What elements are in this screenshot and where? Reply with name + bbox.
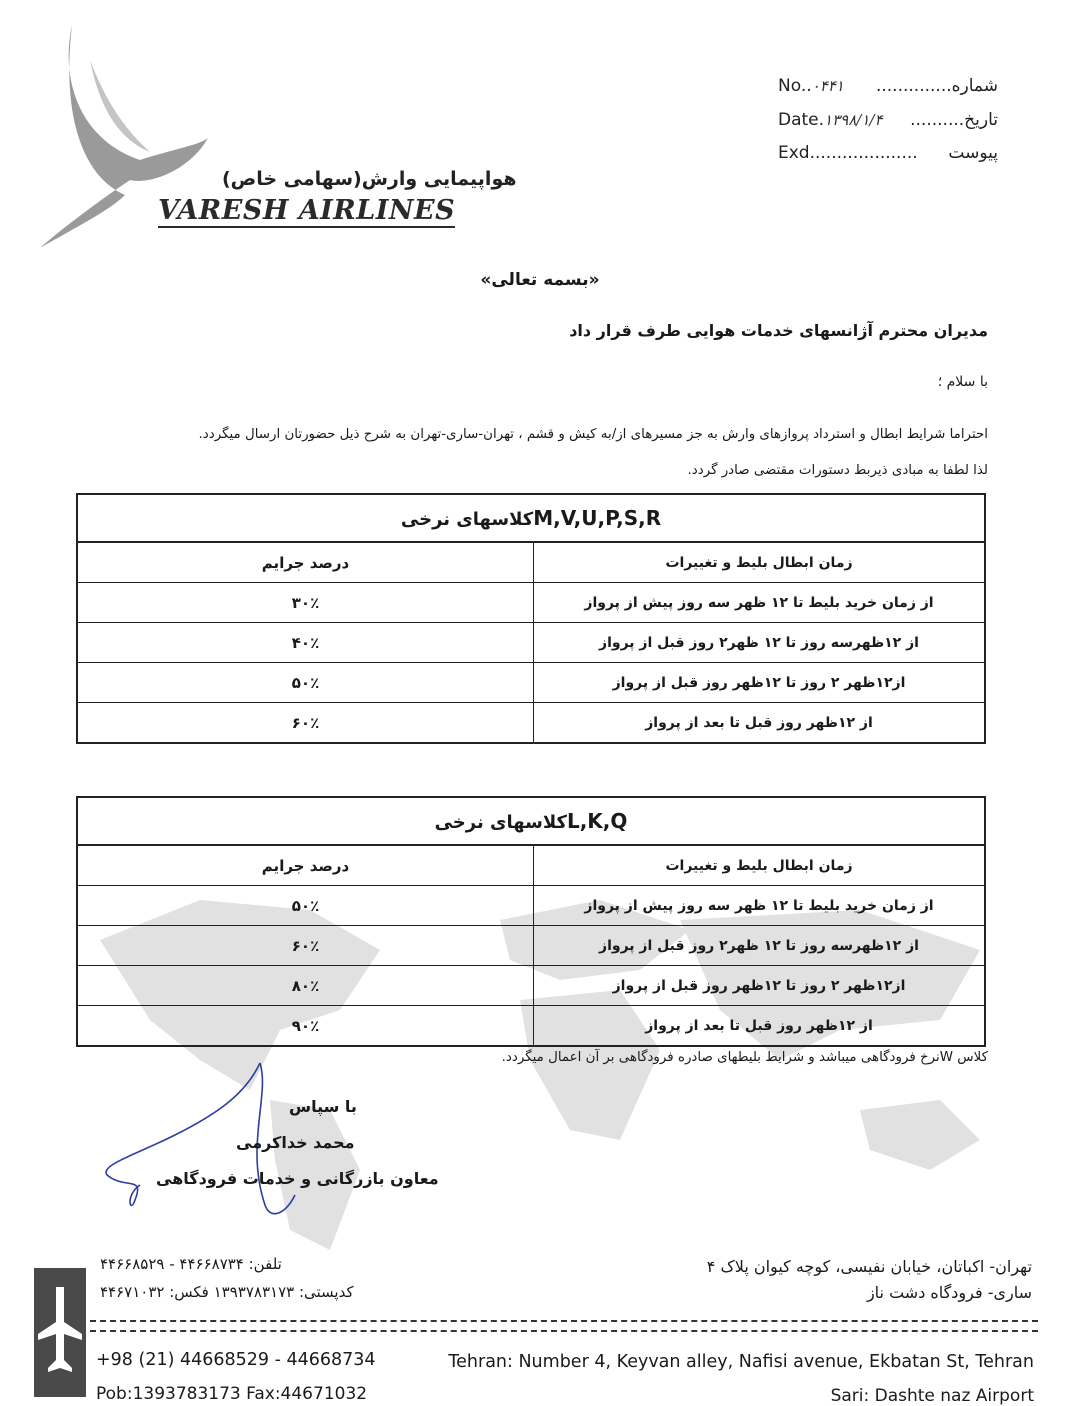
time-cell: از ۱۲ظهر روز قبل تا بعد از پرواز <box>645 714 873 731</box>
bismillah-heading: «بسمه تعالی» <box>480 270 600 290</box>
table-title: L,K,Qکلاسهای نرخی <box>78 798 984 846</box>
table-row <box>78 663 984 703</box>
footer-address-en: Tehran: Number 4, Keyvan alley, Nafisi avenue, Ekbatan St, Tehran <box>448 1352 1034 1372</box>
body-paragraph-1: احتراما شرایط ابطال و استرداد پروازهای وارش به جز مسیرهای از/به کیش و قشم ، تهران-ساری-تهران به شرح ذیل حضورتان ارسال میگردد. <box>198 427 988 442</box>
signatory-title: معاون بازرگانی و خدمات فرودگاهی <box>156 1169 439 1188</box>
penalty-cell: ۵۰٪ <box>78 663 534 702</box>
airplane-icon <box>36 1282 84 1382</box>
penalty-cell: ۸۰٪ <box>78 966 534 1005</box>
table-row <box>78 623 984 663</box>
header-penalty: درصد جرایم <box>78 846 534 885</box>
table-row <box>78 583 984 623</box>
time-cell: از ۱۲ظهرسه روز تا ۱۲ ظهر۲ روز قبل از پرواز <box>599 937 919 954</box>
table-header-row <box>78 543 984 583</box>
signature-thanks: با سپاس <box>289 1097 357 1116</box>
footer-phone-fa: تلفن: ۴۴۶۶۸۷۳۴ - ۴۴۶۶۸۵۲۹ <box>100 1255 282 1273</box>
penalty-cell: ۶۰٪ <box>78 703 534 742</box>
footer-post-fax-en: Pob:1393783173 Fax:44671032 <box>96 1384 368 1404</box>
logo-english-name: VARESH AIRLINES <box>158 195 456 226</box>
signatory-name: محمد خداکرمی <box>236 1133 355 1152</box>
header-penalty: درصد جرایم <box>78 543 534 582</box>
table-row <box>78 703 984 742</box>
time-cell: از ۱۲ظهرسه روز تا ۱۲ ظهر۲ روز قبل از پرواز <box>599 634 919 651</box>
table-title: M,V,U,P,S,Rکلاسهای نرخی <box>78 495 984 543</box>
time-cell: از زمان خرید بلیط تا ۱۲ ظهر سه روز پیش از پرواز <box>584 594 934 611</box>
addressee-line: مدیران محترم آژانسهای خدمات هوایی طرف قرار داد <box>569 321 988 340</box>
footer-divider <box>90 1320 1038 1332</box>
footer-address-sari-fa: ساری- فرودگاه دشت ناز <box>866 1283 1032 1302</box>
header-time: زمان ابطال بلیط و تغییرات <box>665 554 853 571</box>
penalty-cell: ۹۰٪ <box>78 1006 534 1045</box>
penalty-table-2 <box>76 796 986 1047</box>
footer-postcode-fax-fa: کدپستی: ۱۳۹۳۷۸۳۱۷۳ فکس: ۴۴۶۷۱۰۳۲ <box>100 1283 354 1301</box>
table-row <box>78 1006 984 1045</box>
footer-sari-en: Sari: Dashte naz Airport <box>830 1386 1034 1406</box>
time-cell: از زمان خرید بلیط تا ۱۲ ظهر سه روز پیش از پرواز <box>584 897 934 914</box>
penalty-cell: ۶۰٪ <box>78 926 534 965</box>
header-time: زمان ابطال بلیط و تغییرات <box>665 857 853 874</box>
time-cell: از۱۲ظهر ۲ روز تا ۱۲ظهر روز قبل از پرواز <box>612 977 906 994</box>
logo-persian-name: هواپیمایی وارش(سهامی خاص) <box>222 168 517 190</box>
penalty-cell: ۴۰٪ <box>78 623 534 662</box>
penalty-cell: ۵۰٪ <box>78 886 534 925</box>
table-row <box>78 966 984 1006</box>
footer-phone-en: +98 (21) 44668529 - 44668734 <box>96 1350 376 1370</box>
penalty-cell: ۳۰٪ <box>78 583 534 622</box>
table-header-row <box>78 846 984 886</box>
penalty-table-1 <box>76 493 986 744</box>
greeting-line: با سلام ؛ <box>937 374 988 390</box>
body-paragraph-2: لذا لطفا به مبادی ذیربط دستورات مقتضی صادر گردد. <box>687 463 988 478</box>
airport-fare-note: کلاس Wنرخ فرودگاهی میباشد و شرایط بلیطهای صادره فرودگاهی بر آن اعمال میگردد. <box>501 1050 988 1065</box>
table-row <box>78 886 984 926</box>
time-cell: از ۱۲ظهر روز قبل تا بعد از پرواز <box>645 1017 873 1034</box>
table-row <box>78 926 984 966</box>
time-cell: از۱۲ظهر ۲ روز تا ۱۲ظهر روز قبل از پرواز <box>612 674 906 691</box>
footer-address-tehran-fa: تهران- اکباتان، خیابان نفیسی، کوچه کیوان پلاک ۴ <box>706 1257 1032 1276</box>
